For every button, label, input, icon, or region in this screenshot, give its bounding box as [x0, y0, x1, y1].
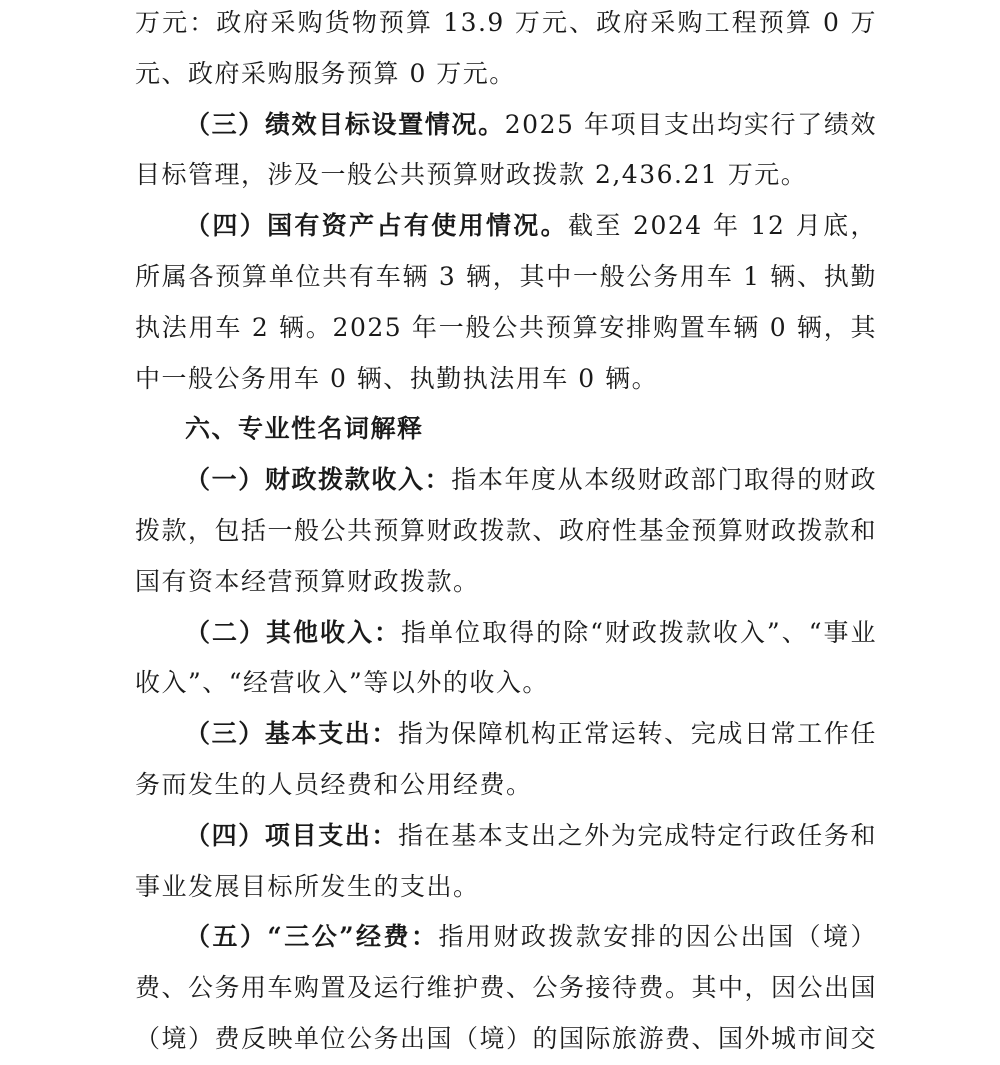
document-page	[135, 0, 877, 1065]
paragraph-lead: （三）绩效目标设置情况。	[185, 109, 505, 139]
term-lead: （二）其他收入：	[185, 617, 402, 647]
paragraph-text: 截至 2024 年 12 月底，所属各预算单位共有车辆 3 辆，其中一般公务用车 1 辆、执勤执法用车 2 辆。2025 年一般公共预算安排购置车辆 0 辆，其中一般公务用车 0 辆、执勤执法用车 0 辆。	[135, 211, 877, 393]
term-text: 指单位取得的除“财政拨款收入”、“事业收入”、“经营收入”等以外的收入。	[135, 617, 877, 698]
term-text: 指用财政拨款安排的因公出国（境）费、公务用车购置及运行维护费、公务接待费。其中，因公出国（境）费反映单位公务出国（境）的国际旅游费、国外城市间交	[135, 922, 878, 1053]
term-project-expenditure	[135, 811, 877, 913]
term-text: 指本年度从本级财政部门取得的财政拨款，包括一般公共预算财政拨款、政府性基金预算财政拨款和国有资本经营预算财政拨款。	[135, 465, 878, 596]
term-lead: （四）项目支出：	[185, 820, 398, 850]
paragraph-text: 万元：政府采购货物预算 13.9 万元、政府采购工程预算 0 万元、政府采购服务预算 0 万元。	[135, 8, 877, 88]
term-lead: （一）财政拨款收入：	[185, 465, 452, 495]
term-basic-expenditure	[135, 709, 877, 811]
term-lead: （三）基本支出：	[185, 719, 398, 749]
paragraph-procurement-budget	[135, 0, 877, 100]
term-text: 指在基本支出之外为完成特定行政任务和事业发展目标所发生的支出。	[135, 820, 877, 901]
paragraph-state-assets	[135, 201, 877, 404]
paragraph-text: 2025 年项目支出均实行了绩效目标管理，涉及一般公共预算财政拨款 2,436.21 万元。	[135, 109, 877, 190]
term-other-income	[135, 608, 877, 710]
term-fiscal-appropriation-income	[135, 455, 877, 607]
term-lead: （五）“三公”经费：	[185, 922, 439, 952]
paragraph-lead: （四）国有资产占有使用情况。	[185, 211, 569, 241]
term-text: 指为保障机构正常运转、完成日常工作任务而发生的人员经费和公用经费。	[135, 719, 877, 799]
paragraph-performance-targets	[135, 100, 877, 202]
section-heading: 六、专业性名词解释	[185, 414, 424, 444]
term-three-public-expenses	[135, 912, 877, 1064]
